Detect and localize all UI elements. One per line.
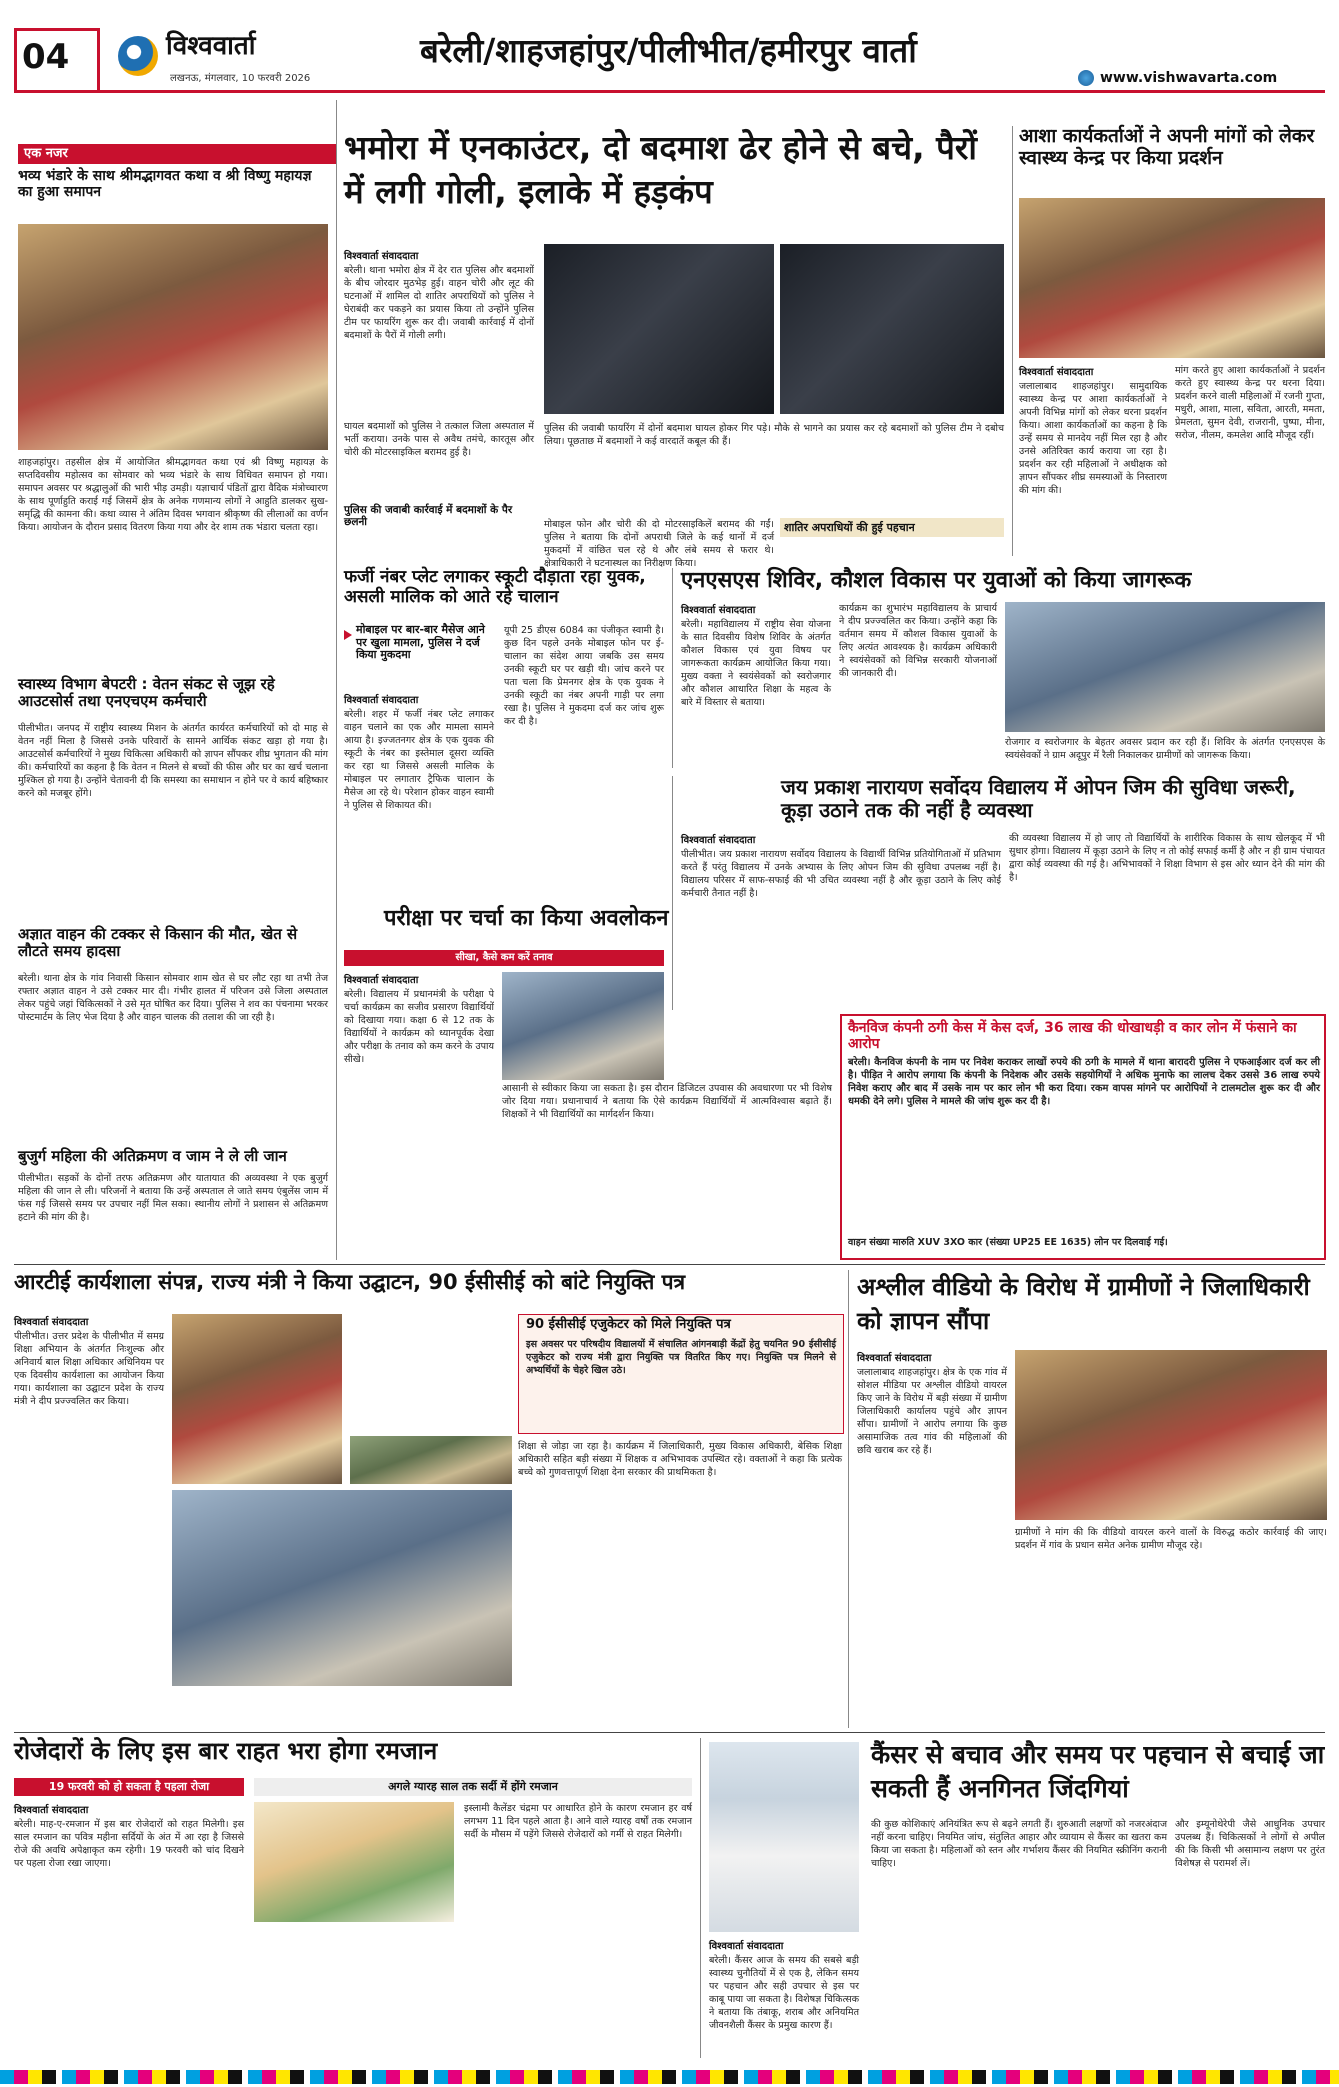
ramzan-strip-1: 19 फरवरी को हो सकता है पहला रोजा [14, 1778, 244, 1796]
sidebar-headline-1: भव्य भंडारे के साथ श्रीमद्भागवत कथा व श्री विष्णु महायज्ञ का हुआ समापन [18, 168, 312, 201]
brand-name: विश्ववार्ता [166, 31, 256, 61]
ramzan-body: बरेली। माह-ए-रमजान में इस बार रोजेदारों को राहत मिलेगी। इस साल रमजान का पवित्र महीना सर्दियों के अंत में आ रहा है जिससे रोजे की अवधि अपेक्षाकृत कम रहेगी। 19 फरवरी को चांद दिखने पर पहला रोजा रखा जाएगा। [14, 1819, 244, 1869]
asha-byline: विश्ववार्ता संवाददाता [1019, 367, 1094, 378]
scooty-bullet: मोबाइल पर बार-बार मैसेज आने पर खुला मामला, पुलिस ने दर्ज किया मुकदमा [356, 623, 485, 662]
lead-photo-encounter [544, 244, 774, 414]
nss-caption: रोजगार व स्वरोजगार के बेहतर अवसर प्रदान कर रही हैं। शिविर के अंतर्गत एनएसएस के स्वयंसेवकों ने ग्राम अदूपुर में रैली निकालकर ग्रामीणों को जागरूक किया। [1005, 737, 1325, 761]
page-number: 04 [22, 37, 70, 77]
website-link[interactable]: www.vishwavarta.com [1100, 70, 1278, 86]
rte-photo-hall [172, 1490, 512, 1686]
fraud-tail: वाहन संख्या मारुति XUV 3XO कार (संख्या UP25 EE 1635) लोन पर दिलवाई गई। [848, 1237, 1168, 1248]
section-title: बरेली/शाहजहांपुर/पीलीभीत/हमीरपुर वार्ता [420, 31, 917, 70]
lead-subhead-1: पुलिस की जवाबी कार्रवाई में बदमाशों के पैर छलनी [344, 504, 513, 529]
lead-para-2: घायल बदमाशों को पुलिस ने तत्काल जिला अस्पताल में भर्ती कराया। उनके पास से अवैध तमंचे, कारतूस और चोरी की मोटरसाइकिल बरामद हुई है। [344, 421, 534, 458]
masthead-underline [14, 90, 1325, 93]
divider-mid [14, 1264, 1325, 1265]
scooty-headline: फर्जी नंबर प्लेट लगाकर स्कूटी दौड़ाता रहा युवक, असली मालिक को आते रहे चालान [344, 567, 646, 607]
globe-icon [1078, 70, 1094, 86]
sidebar-text-1: शाहजहांपुर। तहसील क्षेत्र में आयोजित श्रीमद्भागवत कथा एवं श्री विष्णु महायज्ञ के सप्तदिवसीय महोत्सव का सोमवार को भव्य भंडारे के साथ विधिवत समापन हो गया। समापन अवसर पर श्रद्धालुओं की भारी भीड़ उमड़ी। यज्ञाचार्य पंडितों द्वारा वैदिक मंत्रोच्चारण के साथ पूर्णाहुति कराई गई जिसमें क्षेत्र के अनेक गणमान्य लोगों ने आहुति डालकर सुख-समृद्धि की कामना की। कथा व्यास ने अंतिम दिवस भगवान श्रीकृष्ण की लीलाओं का वर्णन किया। आयोजन के दौरान प्रसाद वितरण किया गया और देर शाम तक भंडारा चलता रहा। [18, 457, 328, 533]
gym-byline: विश्ववार्ता संवाददाता [681, 835, 756, 846]
ramzan-body-2: इस्लामी कैलेंडर चंद्रमा पर आधारित होने के कारण रमजान हर वर्ष लगभग 11 दिन पहले आता है। आने वाले ग्यारह वर्षों तक रमजान सर्दी के मौसम में पड़ेंगे जिससे रोजेदारों को गर्मी से राहत मिलेगी। [464, 1803, 692, 1840]
rte-byline: विश्ववार्ता संवाददाता [14, 1317, 89, 1328]
scooty-bullet-icon [344, 630, 352, 640]
video-body: जलालाबाद शाहजहांपुर। क्षेत्र के एक गांव में सोशल मीडिया पर अश्लील वीडियो वायरल किए जाने के विरोध में बड़ी संख्या में ग्रामीण जिलाधिकारी कार्यालय पहुंचे और ज्ञापन सौंपा। ग्रामीणों ने आरोप लगाया कि कुछ असामाजिक तत्व गांव की महिलाओं की छवि खराब कर रहे हैं। [857, 1367, 1007, 1456]
exam-byline: विश्ववार्ता संवाददाता [344, 975, 419, 986]
nss-headline: एनएसएस शिविर, कौशल विकास पर युवाओं को किया जागरूक [681, 568, 1192, 593]
scooty-byline: विश्ववार्ता संवाददाता [344, 695, 419, 706]
lead-subhead-2: शातिर अपराधियों की हुई पहचान [780, 518, 1004, 537]
ramzan-strip-2: अगले ग्यारह साल तक सर्दी में होंगे रमजान [254, 1778, 692, 1796]
fraud-box [840, 1014, 1326, 1260]
ramzan-headline: रोजेदारों के लिए इस बार राहत भरा होगा रमजान [14, 1737, 438, 1765]
sidebar-text-3: बरेली। थाना क्षेत्र के गांव निवासी किसान सोमवार शाम खेत से घर लौट रहा था तभी तेज रफ्तार अज्ञात वाहन ने उसे टक्कर मार दी। गंभीर हालत में परिजन उसे जिला अस्पताल लेकर पहुंचे जहां चिकित्सकों ने उसे मृत घोषित कर दिया। पुलिस ने शव का पंचनामा भरकर पोस्टमार्टम के लिए भेज दिया है और वाहन चालक की तलाश की जा रही है। [18, 973, 328, 1023]
lead-para-1: बरेली। थाना भमोरा क्षेत्र में देर रात पुलिस और बदमाशों के बीच जोरदार मुठभेड़ हुई। वाहन चोरी और लूट की घटनाओं में शामिल दो शातिर अपराधियों को पुलिस ने घेराबंदी कर पकड़ने का प्रयास किया तो उन्होंने पुलिस टीम पर फायरिंग शुरू कर दी। जवाबी कार्रवाई में दोनों बदमाशों के पैरों में गोली लगी। [344, 265, 534, 341]
lead-headline: भमोरा में एनकाउंटर, दो बदमाश ढेर होने से बचे, पैरों में लगी गोली, इलाके में हड़कंप [344, 128, 977, 211]
nss-story [672, 568, 1329, 768]
exam-photo [502, 972, 664, 1080]
rte-box-title: 90 ईसीसीई एजुकेटर को मिले नियुक्ति पत्र [526, 1317, 731, 1332]
video-headline: अश्लील वीडियो के विरोध में ग्रामीणों ने जिलाधिकारी को ज्ञापन सौंपा [857, 1273, 1310, 1335]
video-story [848, 1270, 1327, 1728]
cancer-body: बरेली। कैंसर आज के समय की सबसे बड़ी स्वास्थ्य चुनौतियों में से एक है, लेकिन समय पर पहचान और सही उपचार से इस पर काबू पाया जा सकता है। विशेषज्ञ चिकित्सक ने बताया कि तंबाकू, शराब और अनियमित जीवनशैली कैंसर के प्रमुख कारण हैं। [709, 1955, 859, 2031]
brand-logo-icon [118, 36, 158, 76]
video-photo [1015, 1350, 1327, 1520]
rte-photo-letters [350, 1436, 512, 1484]
sidebar-headline-3: अज्ञात वाहन की टक्कर से किसान की मौत, खेत से लौटते समय हादसा [18, 925, 298, 961]
asha-story [1012, 126, 1335, 556]
nss-byline: विश्ववार्ता संवाददाता [681, 605, 756, 616]
cancer-body-2: की कुछ कोशिकाएं अनियंत्रित रूप से बढ़ने लगती हैं। शुरुआती लक्षणों को नजरअंदाज नहीं करना चाहिए। नियमित जांच, संतुलित आहार और व्यायाम से कैंसर का खतरा कम किया जा सकता है। महिलाओं को स्तन और गर्भाशय कैंसर की नियमित स्क्रीनिंग करानी चाहिए। [871, 1819, 1167, 1869]
fraud-headline: कैनविज कंपनी ठगी केस में केस दर्ज, 36 लाख की धोखाधड़ी व कार लोन में फंसाने का आरोप [848, 1020, 1297, 1053]
asha-body-2: मांग करते हुए आशा कार्यकर्ताओं ने प्रदर्शन करते हुए स्वास्थ्य केन्द्र पर धरना दिया। प्रदर्शन करने वाली महिलाओं में रजनी गुप्ता, मधुरी, आशा, माला, सविता, आरती, ममता, प्रेमलता, सुमन देवी, राजरानी, पुष्पा, मीना, सरोज, नीलम, कमलेश आदि मौजूद रहीं। [1175, 365, 1325, 441]
rte-headline: आरटीई कार्यशाला संपन्न, राज्य मंत्री ने किया उद्घाटन, 90 ईसीसीई को बांटे नियुक्ति पत्र [14, 1270, 686, 1294]
ramzan-illustration [254, 1802, 454, 1922]
cancer-story [700, 1738, 1327, 2058]
rte-body: पीलीभीत। उत्तर प्रदेश के पीलीभीत में समग्र शिक्षा अभियान के अंतर्गत निःशुल्क और अनिवार्य बाल शिक्षा अधिकार अधिनियम पर एक दिवसीय कार्यशाला का आयोजन किया गया। कार्यशाला का उद्घाटन प्रदेश के राज्य मंत्री ने दीप प्रज्ज्वलित कर किया। [14, 1331, 164, 1407]
dateline: लखनऊ, मंगलवार, 10 फरवरी 2026 [170, 73, 311, 84]
cancer-byline: विश्ववार्ता संवाददाता [709, 1941, 784, 1952]
left-sidebar [18, 100, 337, 1260]
lead-para-4: मोबाइल फोन और चोरी की दो मोटरसाइकिलें बरामद की गईं। पुलिस ने बताया कि दोनों अपराधी जिले के कई थानों में दर्ज मुकदमों में वांछित चल रहे थे और लंबे समय से फरार थे। क्षेत्राधिकारी ने घटनास्थल का निरीक्षण किया। [544, 519, 774, 569]
lead-byline: विश्ववार्ता संवाददाता [344, 251, 419, 262]
video-body-2: ग्रामीणों ने मांग की कि वीडियो वायरल करने वालों के विरुद्ध कठोर कार्रवाई की जाए। प्रदर्शन में गांव के प्रधान समेत अनेक ग्रामीण मौजूद रहे। [1015, 1527, 1327, 1551]
doctor-photo [709, 1742, 859, 1932]
rte-story [14, 1270, 842, 1728]
sidebar-text-2: पीलीभीत। जनपद में राष्ट्रीय स्वास्थ्य मिशन के अंतर्गत कार्यरत कर्मचारियों को दो माह से वेतन नहीं मिला है जिससे उनके परिवारों के सामने आर्थिक संकट खड़ा हो गया है। आउटसोर्स कर्मचारियों ने मुख्य चिकित्सा अधिकारी को ज्ञापन सौंपकर शीघ्र भुगतान की मांग की। कर्मचारियों का कहना है कि वेतन न मिलने से बच्चों की फीस और घर का खर्च चलाना मुश्किल हो गया है। उन्होंने चेतावनी दी कि समस्या का समाधान न होने पर वे कार्य बहिष्कार करने को मजबूर होंगे। [18, 723, 328, 799]
sidebar-tag: एक नजर [18, 144, 336, 164]
sidebar-photo-bhandara [18, 224, 328, 450]
gym-headline: जय प्रकाश नारायण सर्वोदय विद्यालय में ओपन जिम की सुविधा जरूरी, कूड़ा उठाने तक की नहीं है व्यवस्था [781, 775, 1296, 822]
gym-story [672, 776, 1329, 1010]
sidebar-headline-2: स्वास्थ्य विभाग बेपटरी : वेतन संकट से जूझ रहे आउटसोर्स तथा एनएचएम कर्मचारी [18, 675, 275, 711]
registration-bar [0, 2070, 1339, 2084]
nss-body: बरेली। महाविद्यालय में राष्ट्रीय सेवा योजना के सात दिवसीय विशेष शिविर के अंतर्गत कौशल विकास एवं युवा विषय पर जागरूकता कार्यक्रम आयोजित किया गया। मुख्य वक्ता ने स्वयंसेवकों को स्वरोजगार और कौशल आधारित शिक्षा के महत्व के बारे में विस्तार से बताया। [681, 619, 831, 708]
sidebar-headline-4: बुजुर्ग महिला की अतिक्रमण व जाम ने ले ली जान [18, 1147, 287, 1165]
lead-story [344, 126, 1004, 569]
lead-para-3: पुलिस की जवाबी फायरिंग में दोनों बदमाश घायल होकर गिर पड़े। मौके से भागने का प्रयास कर रहे बदमाशों को पुलिस टीम ने दबोच लिया। पूछताछ में बदमाशों ने कई वारदातें कबूल की हैं। [544, 423, 1004, 447]
exam-body: बरेली। विद्यालय में प्रधानमंत्री के परीक्षा पे चर्चा कार्यक्रम का सजीव प्रसारण विद्यार्थियों को दिखाया गया। कक्षा 6 से 12 तक के विद्यार्थियों ने कार्यक्रम को ध्यानपूर्वक देखा और परीक्षा के तनाव को कम करने के उपाय सीखे। [344, 989, 494, 1065]
nss-photo [1005, 602, 1325, 732]
cancer-body-3: और इम्यूनोथेरेपी जैसे आधुनिक उपचार उपलब्ध हैं। चिकित्सकों ने लोगों से अपील की कि किसी भी असामान्य लक्षण पर तुरंत विशेषज्ञ से परामर्श लें। [1175, 1819, 1325, 1869]
sidebar-text-4: पीलीभीत। सड़कों के दोनों तरफ अतिक्रमण और यातायात की अव्यवस्था ने एक बुजुर्ग महिला की जान ले ली। परिजनों ने बताया कि उन्हें अस्पताल ले जाते समय एंबुलेंस जाम में फंस गई जिससे समय पर उपचार नहीं मिल सका। स्थानीय लोगों ने प्रशासन से अतिक्रमण हटाने की मांग की है। [18, 1173, 328, 1223]
asha-headline: आशा कार्यकर्ताओं ने अपनी मांगों को लेकर स्वास्थ्य केन्द्र पर किया प्रदर्शन [1019, 125, 1315, 169]
asha-photo [1019, 198, 1325, 358]
nss-body-2: कार्यक्रम का शुभारंभ महाविद्यालय के प्राचार्य ने दीप प्रज्ज्वलित कर किया। उन्होंने कहा कि वर्तमान समय में कौशल विकास युवाओं के लिए अत्यंत आवश्यक है। कार्यक्रम अधिकारी ने स्वयंसेवकों को विभिन्न सरकारी योजनाओं की जानकारी दी। [839, 603, 997, 679]
rte-body-2: शिक्षा से जोड़ा जा रहा है। कार्यक्रम में जिलाधिकारी, मुख्य विकास अधिकारी, बेसिक शिक्षा अधिकारी सहित बड़ी संख्या में शिक्षक व अभिभावक उपस्थित रहे। वक्ताओं ने कहा कि प्रत्येक बच्चे को गुणवत्तापूर्ण शिक्षा देना सरकार की प्राथमिकता है। [518, 1441, 842, 1478]
scooty-story [344, 568, 664, 898]
masthead [0, 0, 1339, 96]
divider-low [14, 1732, 1325, 1733]
cancer-headline: कैंसर से बचाव और समय पर पहचान से बचाई जा सकती हैं अनगिनत जिंदगियां [871, 1740, 1325, 1803]
fraud-body: बरेली। कैनविज कंपनी के नाम पर निवेश कराकर लाखों रुपये की ठगी के मामले में थाना बारादरी पुलिस ने एफआईआर दर्ज कर ली है। पीड़ित ने आरोप लगाया कि कंपनी के निदेशक और उसके सहयोगियों ने अधिक मुनाफे का लालच देकर उससे 36 लाख रुपये निवेश कराए और बाद में उसके नाम पर कार लोन भी करा दिया। रकम वापस मांगने पर आरोपियों ने टालमटोल शुरू कर दी और धमकी देने लगे। पुलिस ने मामले की जांच शुरू कर दी है। [848, 1057, 1320, 1107]
rte-box-body: इस अवसर पर परिषदीय विद्यालयों में संचालित आंगनबाड़ी केंद्रों हेतु चयनित 90 ईसीसीई एजुकेटर को राज्य मंत्री द्वारा नियुक्ति पत्र वितरित किए गए। नियुक्ति पत्र मिलने से अभ्यर्थियों के चेहरे खिल उठे। [526, 1339, 836, 1376]
exam-strip: सीखा, कैसे कम करें तनाव [344, 950, 664, 966]
scooty-body: बरेली। शहर में फर्जी नंबर प्लेट लगाकर वाहन चलाने का एक और मामला सामने आया है। इज्जतनगर क्षेत्र के एक युवक की स्कूटी के नंबर का इस्तेमाल दूसरा व्यक्ति कर रहा था जिससे असली मालिक के मोबाइल पर लगातार ट्रैफिक चालान के मैसेज आ रहे थे। परेशान होकर वाहन स्वामी ने पुलिस से शिकायत की। [344, 709, 494, 811]
video-byline: विश्ववार्ता संवाददाता [857, 1353, 932, 1364]
gym-body: पीलीभीत। जय प्रकाश नारायण सर्वोदय विद्यालय के विद्यार्थी विभिन्न प्रतियोगिताओं में प्रतिभाग करते हैं परंतु विद्यालय में उनके अभ्यास के लिए ओपन जिम की सुविधा उपलब्ध नहीं है। विद्यालय परिसर में साफ-सफाई की भी उचित व्यवस्था नहीं है और कूड़ा उठाने के लिए कोई कर्मचारी तैनात नहीं है। [681, 849, 1001, 899]
rte-photo-minister [172, 1314, 342, 1484]
ramzan-byline: विश्ववार्ता संवाददाता [14, 1805, 89, 1816]
scooty-body-2: यूपी 25 डीएस 6084 का पंजीकृत स्वामी है। कुछ दिन पहले उनके मोबाइल फोन पर ई-चालान का संदेश आया जबकि उस समय उनकी स्कूटी घर पर खड़ी थी। जांच करने पर पता चला कि प्रेमनगर क्षेत्र के एक युवक ने उनकी स्कूटी का नंबर अपनी गाड़ी पर लगा रखा है। पुलिस ने मुकदमा दर्ज कर जांच शुरू कर दी है। [504, 625, 664, 727]
gym-body-2: की व्यवस्था विद्यालय में हो जाए तो विद्यार्थियों के शारीरिक विकास के साथ खेलकूद में भी सुधार होगा। विद्यालय में कूड़ा उठाने के लिए न तो कोई सफाई कर्मी है और न ही ग्राम पंचायत द्वारा कोई व्यवस्था की गई है। अभिभावकों ने शिक्षा विभाग से इस ओर ध्यान देने की मांग की है। [1009, 833, 1325, 883]
ramzan-story [14, 1738, 692, 2058]
exam-body-2: आसानी से स्वीकार किया जा सकता है। इस दौरान डिजिटल उपवास की अवधारणा पर भी विशेष जोर दिया गया। प्रधानाचार्य ने बताया कि ऐसे कार्यक्रम विद्यार्थियों में आत्मविश्वास बढ़ाते हैं। शिक्षकों ने भी विद्यार्थियों का मार्गदर्शन किया। [502, 1083, 832, 1120]
lead-photo-accused [780, 244, 1004, 414]
asha-body: जलालाबाद शाहजहांपुर। सामुदायिक स्वास्थ्य केन्द्र पर आशा कार्यकर्ताओं ने अपनी विभिन्न मांगों को लेकर धरना प्रदर्शन किया। आशा कार्यकर्ताओं का कहना है कि उन्हें समय से मानदेय नहीं मिल रहा है और उनसे अतिरिक्त कार्य कराया जा रहा है। प्रदर्शन कर रही महिलाओं ने अधीक्षक को ज्ञापन सौंपकर शीघ्र समस्याओं के निस्तारण की मांग की। [1019, 381, 1167, 496]
exam-headline: परीक्षा पर चर्चा का किया अवलोकन [384, 906, 669, 931]
